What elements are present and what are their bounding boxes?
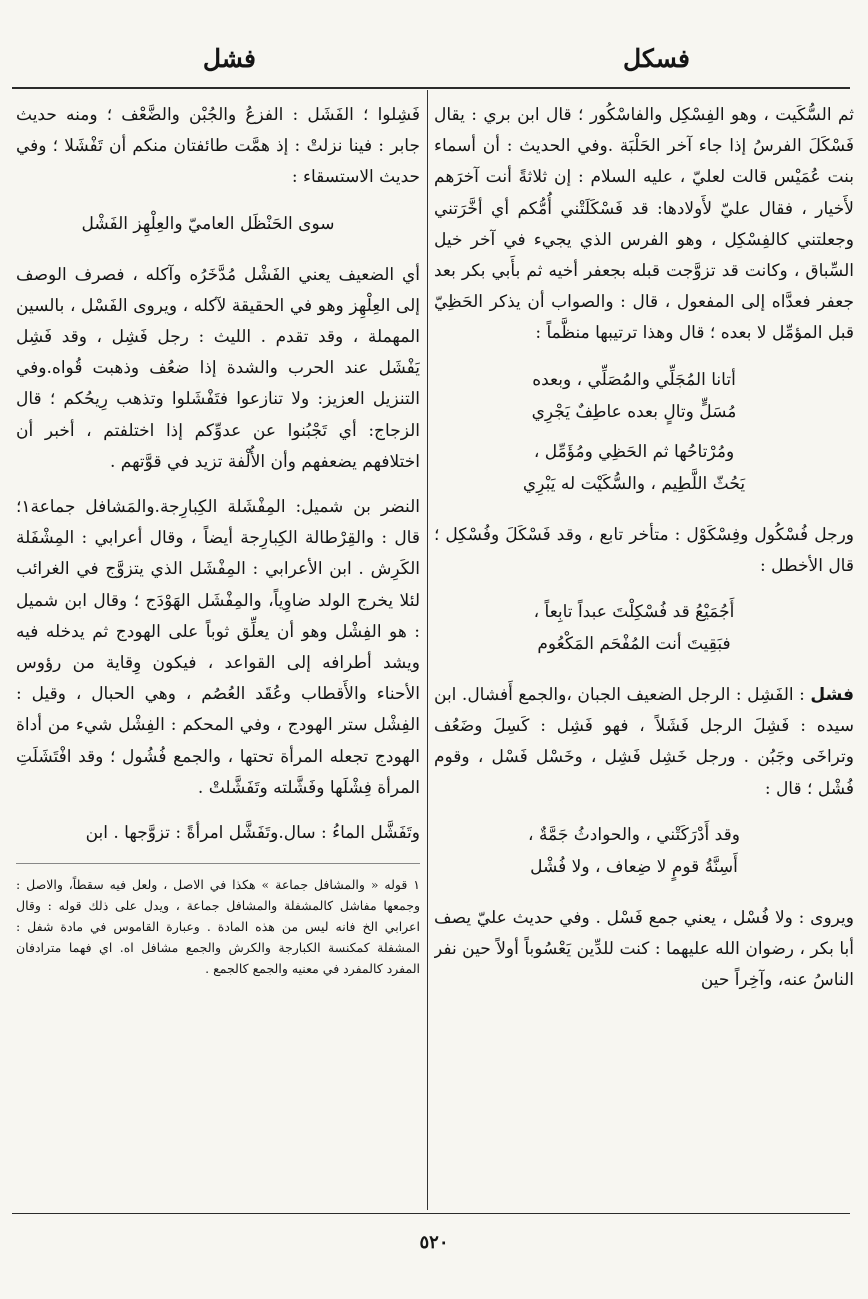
right-verse-2 bbox=[434, 596, 854, 660]
footnote-separator bbox=[16, 863, 420, 864]
left-paragraph-2: أي الضعيف يعني الفَشْل مُدَّخَرُه وآكله ، فصرف الوصف إلى العِلْهِز وهو في الحقيقة لآكله ، ويروى الفَسْل ، بالسين المهملة ، وقد تقدم . الليث : رجل فَشِل ، وقد فَشِل يَفْشَل عند الحرب والشدة إذا ضعُف وذهبت قُواه.وفي التنزيل العزيز: ولا تنازعوا فتَفْشَلوا وتذهب رِيحُكم ؛ قال الزجاج: أي تَجْبُنوا عن عدوِّكم إذا اختلفتم ، أخبر أن اختلافهم يضعفهم وأن الأُلْفة تزيد في قوَّتهم . bbox=[16, 264, 420, 472]
verse-line: سوى الحَنْظَل العاميّ والعِلْهِز الفَشْل bbox=[81, 213, 335, 234]
verse-line: أَسِنَّةُ قومٍ لا ضِعاف ، ولا فُشْل bbox=[530, 856, 738, 877]
verse-line: ومُرْتاحُها ثم الحَظِي ومُؤَمِّل ، bbox=[533, 441, 735, 462]
left-column bbox=[16, 100, 420, 1205]
right-column bbox=[434, 100, 854, 1205]
right-paragraph-3: ويروى : ولا فُسْل ، يعني جمع فَسْل . وفي حديث عليّ يصف أبا بكر ، رضوان الله عليهما : كنت للدِّين يَعْسُوباً أولاً حين نفر الناسُ عنه، وآخِراً حين bbox=[434, 907, 854, 991]
right-verse-3 bbox=[434, 819, 854, 883]
running-head-left: فشل bbox=[202, 44, 256, 73]
verse-line: مُسَلٍّ وتالٍ بعده عاطِفٌ يَجْرِي bbox=[531, 401, 737, 422]
footer-rule bbox=[12, 1213, 850, 1214]
running-head-right: فسكل bbox=[623, 44, 690, 73]
right-paragraph-1: ثم السُّكَيت ، وهو الفِسْكِل والفاسْكُور ؛ قال ابن بري : يقال فَسْكَلَ الفرسُ إذا جاء آخر الحَلْبَة .وفي الحديث : أن أسماء بنت عُمَيْس قالت لعليّ ، عليه السلام : إن ثلاثةً أنت آخرَهم لأَخيار ، فقال عليّ لأَولادها: قد فَسْكَلَتْني أُمُّكم أي أخَّرَتني وجعلتني كالفِسْكِل ، وهو الفرس الذي يجيء في آخر خيل السِّباق ، وكانت قد تزوَّجت قبله بجعفر أخيه ثم بأَبي بكر بعد جعفر فعدَّاه إلى المفعول ، قال : والصواب أن يذكر الحَظِيّ قبل المؤمِّل لا بعده ؛ قال وهذا ترتيبها منظَّماً : bbox=[434, 105, 854, 344]
entry-headword: فشل bbox=[810, 685, 854, 706]
verse-line: أَجُمَيْعُ قد فُسْكِلْتَ عبداً تابِعاً ، bbox=[533, 602, 735, 623]
entry-fashal bbox=[434, 680, 854, 805]
entry-definition: : الفَشِل : الرجل الضعيف الجبان ،والجمع أَفشال. ابن سيده : فَشِلَ الرجل فَشَلاً ، فهو فَشِل : كَسِلَ وضَعُف وتراخَى وجَبُن . ورجل خَشِل فَشِل ، وخَسْل فَسْل ، وقوم فُشْل ؛ قال : bbox=[434, 685, 854, 799]
left-verse-1 bbox=[16, 208, 420, 240]
column-divider bbox=[427, 90, 428, 1210]
verse-line: فبَقِيتَ أنت المُفْحَم المَكْعُوم bbox=[537, 634, 731, 655]
footnote: ١ قوله « والمشافل جماعة » هكذا في الاصل ، ولعل فيه سقطاً، والاصل : وجمعها مفاشل كالمشفلة والمشافل جماعة ، ويدل على ذلك قوله : وقال اعرابي الخ فانه ليس من هذه المادة . وعبارة القاموس في مادة شفل : المشفلة كمكنسة الكبارجة والكرش والجمع مشافل اه. اي فهما مترادفان المفرد كالمفرد في معنيه والجمع كالجمع . bbox=[16, 877, 420, 977]
page-number: ٥٢٠ bbox=[419, 1232, 449, 1253]
header-rule bbox=[12, 87, 850, 89]
verse-line: وقد أَدْرَكَتْني ، والحوادثُ جَمَّةٌ ، bbox=[528, 824, 740, 845]
verse-line: أتانا المُجَلِّي والمُصَلِّي ، وبعده bbox=[532, 369, 736, 390]
left-paragraph-1: فَشِلوا ؛ الفَشَل : الفزعُ والجُبْن والضَّعْف ؛ ومنه حديث جابر : فينا نزلتْ : إذ همَّت طائفتان منكم أن تَفْشَلا ؛ وفي حديث الاستسقاء : bbox=[16, 105, 420, 188]
left-paragraph-3: النضر بن شميل: المِفْشَلة الكِبارِجة.والمَشافل جماعة١؛ قال : والقِرْطالة الكِبارِجة أيضاً ، وقال أعرابي : المِشْفَلة الكَرِش . ابن الأعرابي : المِفْشَل الذي يتزوَّج في الغرائب لئلا يخرج الولد ضاوِياً، والمِفْشَل الهَوْدَج ؛ وقال ابن شميل : هو الفِشْل وهو أن يعلِّق ثوباً على الهودج ثم يدخله فيه ويشد أطرافه إلى القواعد ، فيكون وِقاية من رؤوس الأحناء والأَقطاب وعُقَد العُصُم ، وهي الحبال ، وقيل : الفِشْل ستر الهودج ، وفي المحكم : الفِشْل شيء من أداة الهودج تجعله المرأة تحتها ، والجمع فُشُول ؛ وقد افْتَشَلَتِ المرأة فِشْلَها وفَشَّلته وتَفَشَّلتْ . bbox=[16, 497, 420, 798]
left-paragraph-4: وتَفَشَّل الماءُ : سال.وتَفَشَّل امرأةً : تزوَّجها . ابن bbox=[85, 823, 420, 844]
right-verse-1 bbox=[434, 364, 854, 500]
right-paragraph-2: ورجل فُسْكُول وفِسْكَوْل : متأخر تابع ، وقد فَسْكَلَ وفُسْكِل ؛ قال الأخطل : bbox=[434, 524, 854, 576]
verse-line: يَحُثّ اللَّطِيم ، والسُّكَيْت له يَبْرِي bbox=[522, 473, 746, 494]
